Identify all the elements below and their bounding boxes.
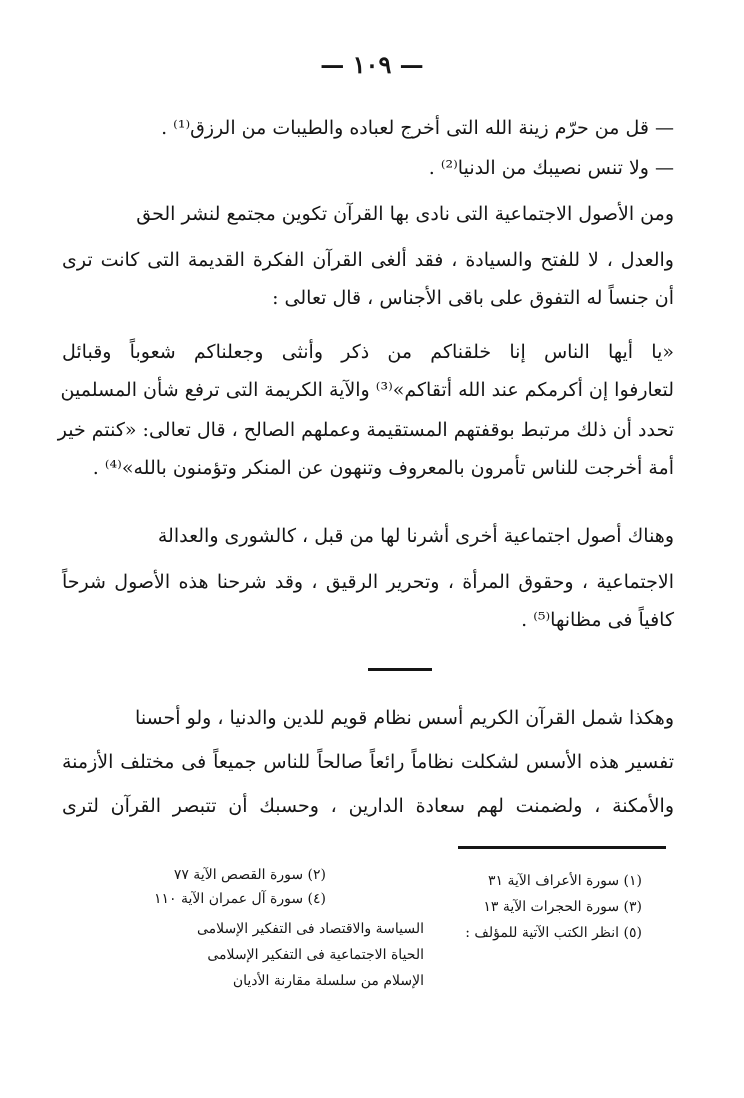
page-number: — ١٠٩ — <box>320 50 424 79</box>
footnote-5-label: (٥) انظر الكتب الآتية للمؤلف : <box>465 925 642 941</box>
footnote-4: (٤) سورة آل عمران الآية ١١٠ <box>153 891 326 907</box>
body-text-line: ومن الأصول الاجتماعية التى نادى بها القرآن تكوين مجتمع لنشر الحق <box>136 203 674 225</box>
footnote-3: (٣) سورة الحجرات الآية ١٣ <box>483 899 642 915</box>
body-text-line: وهناك أصول اجتماعية أخرى أشرنا لها من قبل ، كالشورى والعدالة <box>157 525 674 547</box>
body-text-line: «يا أيها الناس إنا خلقناكم من ذكر وأنثى وجعلناكم شعوباً وقبائل <box>62 341 674 363</box>
footnote-5-book: الحياة الاجتماعية فى التفكير الإسلامى <box>207 947 424 963</box>
footnote-rule <box>458 846 666 849</box>
footnote-5-book: الإسلام من سلسلة مقارنة الأديان <box>232 973 424 989</box>
body-text-line: الاجتماعية ، وحقوق المرأة ، وتحرير الرقيق ، وقد شرحنا هذه الأصول شرحاً <box>62 571 674 593</box>
body-text-line: لتعارفوا إن أكرمكم عند الله أتقاكم»⁽³⁾ والآية الكريمة التى ترفع شأن المسلمين <box>60 379 674 401</box>
footnote-1: (١) سورة الأعراف الآية ٣١ <box>488 873 642 889</box>
body-text-line: أن جنساً له التفوق على باقى الأجناس ، قال تعالى : <box>272 287 674 309</box>
body-text-line: تفسير هذه الأسس لشكلت نظاماً رائعاً صالحاً للناس جميعاً فى مختلف الأزمنة <box>62 751 674 773</box>
footnote-2: (٢) سورة القصص الآية ٧٧ <box>173 867 326 883</box>
verse-line: — ولا تنس نصيبك من الدنيا⁽²⁾ . <box>428 157 674 179</box>
section-separator <box>368 668 432 671</box>
body-text-line: والأمكنة ، ولضمنت لهم سعادة الدارين ، وحسبك أن تتبصر القرآن لترى <box>62 795 674 817</box>
verse-line: — قل من حرّم زينة الله التى أخرج لعباده والطيبات من الرزق⁽¹⁾ . <box>161 117 674 139</box>
body-text-line: كافياً فى مظانها⁽⁵⁾ . <box>521 609 674 631</box>
body-text-line: تحدد أن ذلك مرتبط بوقفتهم المستقيمة وعملهم الصالح ، قال تعالى: «كنتم خير <box>57 419 674 441</box>
footnote-5-book: السياسة والاقتصاد فى التفكير الإسلامى <box>197 921 424 937</box>
body-text-line: وهكذا شمل القرآن الكريم أسس نظام قويم للدين والدنيا ، ولو أحسنا <box>135 707 674 729</box>
body-text-line: أمة أخرجت للناس تأمرون بالمعروف وتنهون عن المنكر وتؤمنون بالله»⁽⁴⁾ . <box>92 457 674 479</box>
body-text-line: والعدل ، لا للفتح والسيادة ، فقد ألغى القرآن الفكرة القديمة التى كانت ترى <box>62 249 674 271</box>
